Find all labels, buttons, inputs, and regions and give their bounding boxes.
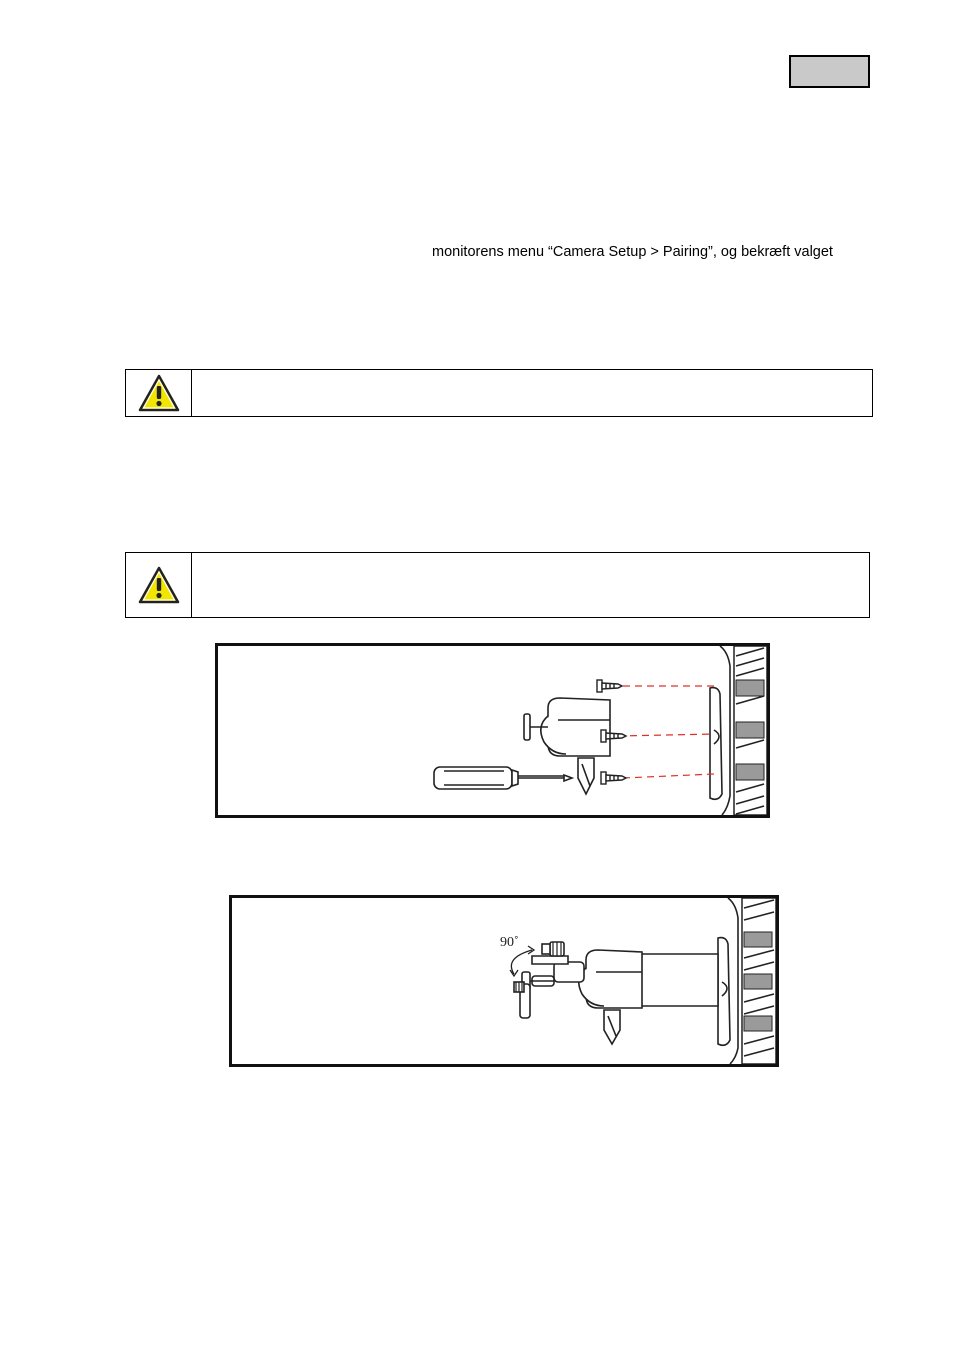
warning-box-2 <box>125 552 870 618</box>
screw-icon <box>601 772 626 784</box>
rotation-arrow-icon <box>510 946 534 976</box>
wall-section <box>720 646 767 815</box>
warning-icon-cell <box>126 553 192 617</box>
warning-icon-cell <box>126 370 192 416</box>
wall-section <box>728 898 776 1064</box>
rotation-angle-label: 90˚ <box>500 935 519 950</box>
wall-mount-screws-diagram <box>215 643 770 818</box>
warning-triangle-icon <box>137 565 181 605</box>
warning-triangle-icon <box>137 373 181 413</box>
screw-icon <box>601 730 626 742</box>
mounting-plate <box>718 938 730 1046</box>
warning-text-2 <box>192 553 869 617</box>
mounting-plate <box>710 688 722 800</box>
bracket-rotation-diagram <box>229 895 779 1067</box>
warning-text-1 <box>192 370 872 416</box>
pairing-instruction-text: monitorens menu “Camera Setup > Pairing”, og bekræft valget <box>432 244 833 260</box>
screw-icon <box>597 680 622 692</box>
screw-guide-lines <box>618 686 714 778</box>
camera-bracket-arm <box>514 942 718 1044</box>
language-tab-box <box>789 55 870 88</box>
warning-box-1 <box>125 369 873 417</box>
screwdriver-icon <box>434 767 572 789</box>
